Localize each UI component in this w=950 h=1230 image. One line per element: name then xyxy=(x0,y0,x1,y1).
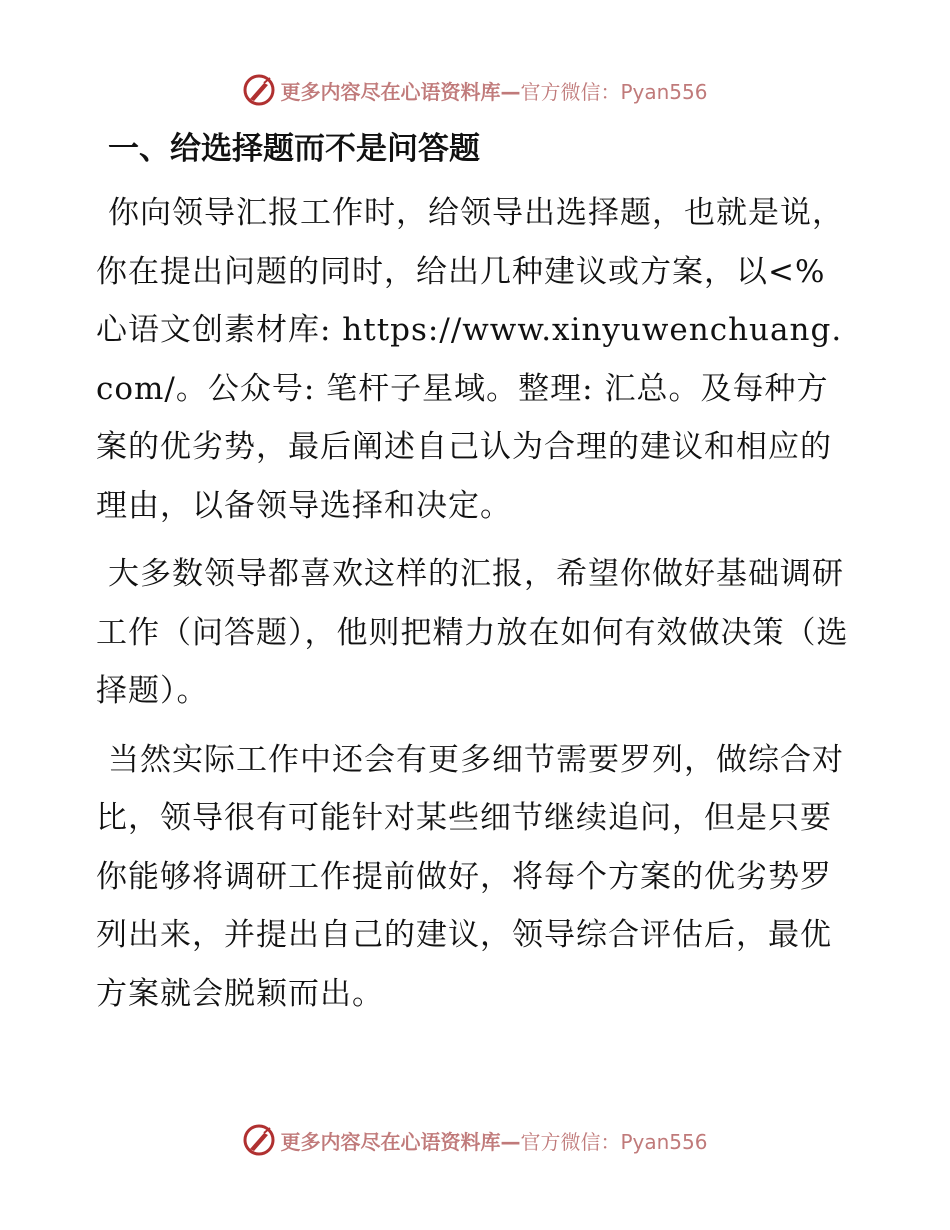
brand-text: 更多内容尽在心语资料库— xyxy=(280,1129,521,1154)
paragraph-1: 你向领导汇报工作时，给领导出选择题，也就是说，你在提出问题的同时，给出几种建议或方案，以<%心语文创素材库: https://www.xinyuwenchuang.com/。公众号: 笔杆子星域。整理: 汇总。及每种方案的优劣势，最后阐述自己认为合理的建议和相应的理由，以备领导选择和决定。 xyxy=(96,195,844,524)
wechat-id-text: 官方微信：Pyan556 xyxy=(520,79,708,104)
header-watermark-banner xyxy=(0,70,950,110)
quill-pen-logo-icon xyxy=(242,1123,276,1157)
brand-text: 更多内容尽在心语资料库— xyxy=(280,79,521,104)
document-body xyxy=(96,120,856,1023)
paragraph-3: 当然实际工作中还会有更多细节需要罗列，做综合对比，领导很有可能针对某些细节继续追问，但是只要你能够将调研工作提前做好，将每个方案的优劣势罗列出来，并提出自己的建议，领导综合评估后，最优方案就会脱颖而出。 xyxy=(96,741,844,1012)
section-heading: 一、给选择题而不是问答题 xyxy=(108,131,480,167)
wechat-id-text: 官方微信：Pyan556 xyxy=(520,1129,708,1154)
footer-watermark-banner xyxy=(0,1120,950,1160)
paragraph-2: 大多数领导都喜欢这样的汇报，希望你做好基础调研工作（问答题），他则把精力放在如何有效做决策（选择题）。 xyxy=(96,556,849,709)
quill-pen-logo-icon xyxy=(242,73,276,107)
